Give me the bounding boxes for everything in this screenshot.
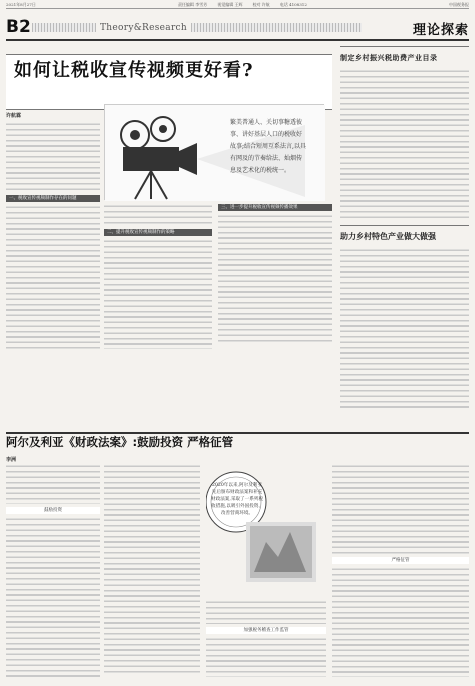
bottom-text-block (6, 517, 100, 677)
masthead-phone: 电话 4108312 (279, 2, 307, 7)
page-header (6, 11, 469, 41)
feature-col-3 (218, 204, 332, 344)
masthead-editor: 责任编辑 李雪芳 (177, 2, 208, 7)
feature-text-block (218, 214, 332, 344)
bottom-col-4 (332, 464, 469, 678)
bottom-subhead-3: 加强税务稽查工作监管 (206, 627, 326, 634)
feature-article (6, 46, 332, 346)
feature-subhead-3: 三、进一步提升税收宣传视频传播效果 (218, 204, 332, 211)
bottom-subhead-2: 严格征管 (332, 557, 469, 564)
bottom-text-block (332, 464, 469, 554)
feature-text-block (104, 204, 212, 226)
bottom-text-block (206, 600, 326, 624)
masthead-line (6, 2, 469, 9)
right-article-title-1: 制定乡村振兴税助费产业目录 (340, 52, 438, 62)
bottom-author: 李洲 (6, 457, 17, 463)
feature-text-block (6, 122, 100, 192)
section-title: 理论探索 (412, 23, 469, 38)
masthead-designer: 视觉编辑 王辉 (217, 2, 243, 7)
divider (340, 225, 469, 226)
masthead-proof: 校对 许航 (252, 2, 270, 7)
right-article-title-2: 助力乡村特色产业做大做强 (340, 231, 436, 242)
feature-text-block (104, 239, 212, 349)
bottom-pullquote: 2020年以来,阿尔及利亚先后颁布财政法案和补充财政法案,采取了一系列税收措施,以吸引外国投资、改善营商环境。 (211, 483, 263, 516)
header-decor-bar (32, 23, 362, 32)
bottom-text-block (104, 464, 200, 674)
header-subtitle: Theory&Research (96, 23, 191, 33)
bottom-text-block (332, 567, 469, 677)
feature-author: 许航霖 (6, 113, 22, 119)
bottom-col-3 (206, 600, 326, 678)
feature-subhead-2: 二、提升税收宣传视频制作的策略 (104, 229, 212, 236)
masthead-paper: 中国税务报 (448, 2, 469, 7)
feature-col-1 (6, 112, 100, 342)
bottom-title: 阿尔及利亚《财政法案》:鼓励投资 严格征管 (6, 435, 234, 449)
right-text-block (340, 69, 469, 219)
feature-subhead-1: 一、税收宣传视频制作存在的问题 (6, 195, 100, 202)
right-column (340, 46, 469, 446)
bottom-text-block (6, 464, 100, 504)
feature-col-2 (104, 204, 212, 344)
bottom-text-block (206, 637, 326, 677)
feature-illustration (104, 104, 324, 200)
divider (340, 46, 469, 47)
header-rule (6, 39, 469, 41)
masthead-date: 2021年8月27日 (6, 2, 36, 7)
right-text-block (340, 248, 469, 408)
bottom-col-1 (6, 464, 100, 678)
feature-text-block (6, 205, 100, 349)
bottom-col-2 (104, 464, 200, 678)
page-number: B2 (6, 17, 31, 37)
bottom-subhead-1: 鼓励投资 (6, 507, 100, 514)
feature-title: 如何让税收宣传视频更好看? (14, 60, 254, 81)
bottom-article (6, 432, 469, 682)
feature-pullquote: 繁美普通人、关切事糖透彼事、讲好基层人口的税收好故事;结合短周互系法言,以具有网及的节奏给法、灿烟传息及艺术化的税统一。 (230, 119, 306, 174)
